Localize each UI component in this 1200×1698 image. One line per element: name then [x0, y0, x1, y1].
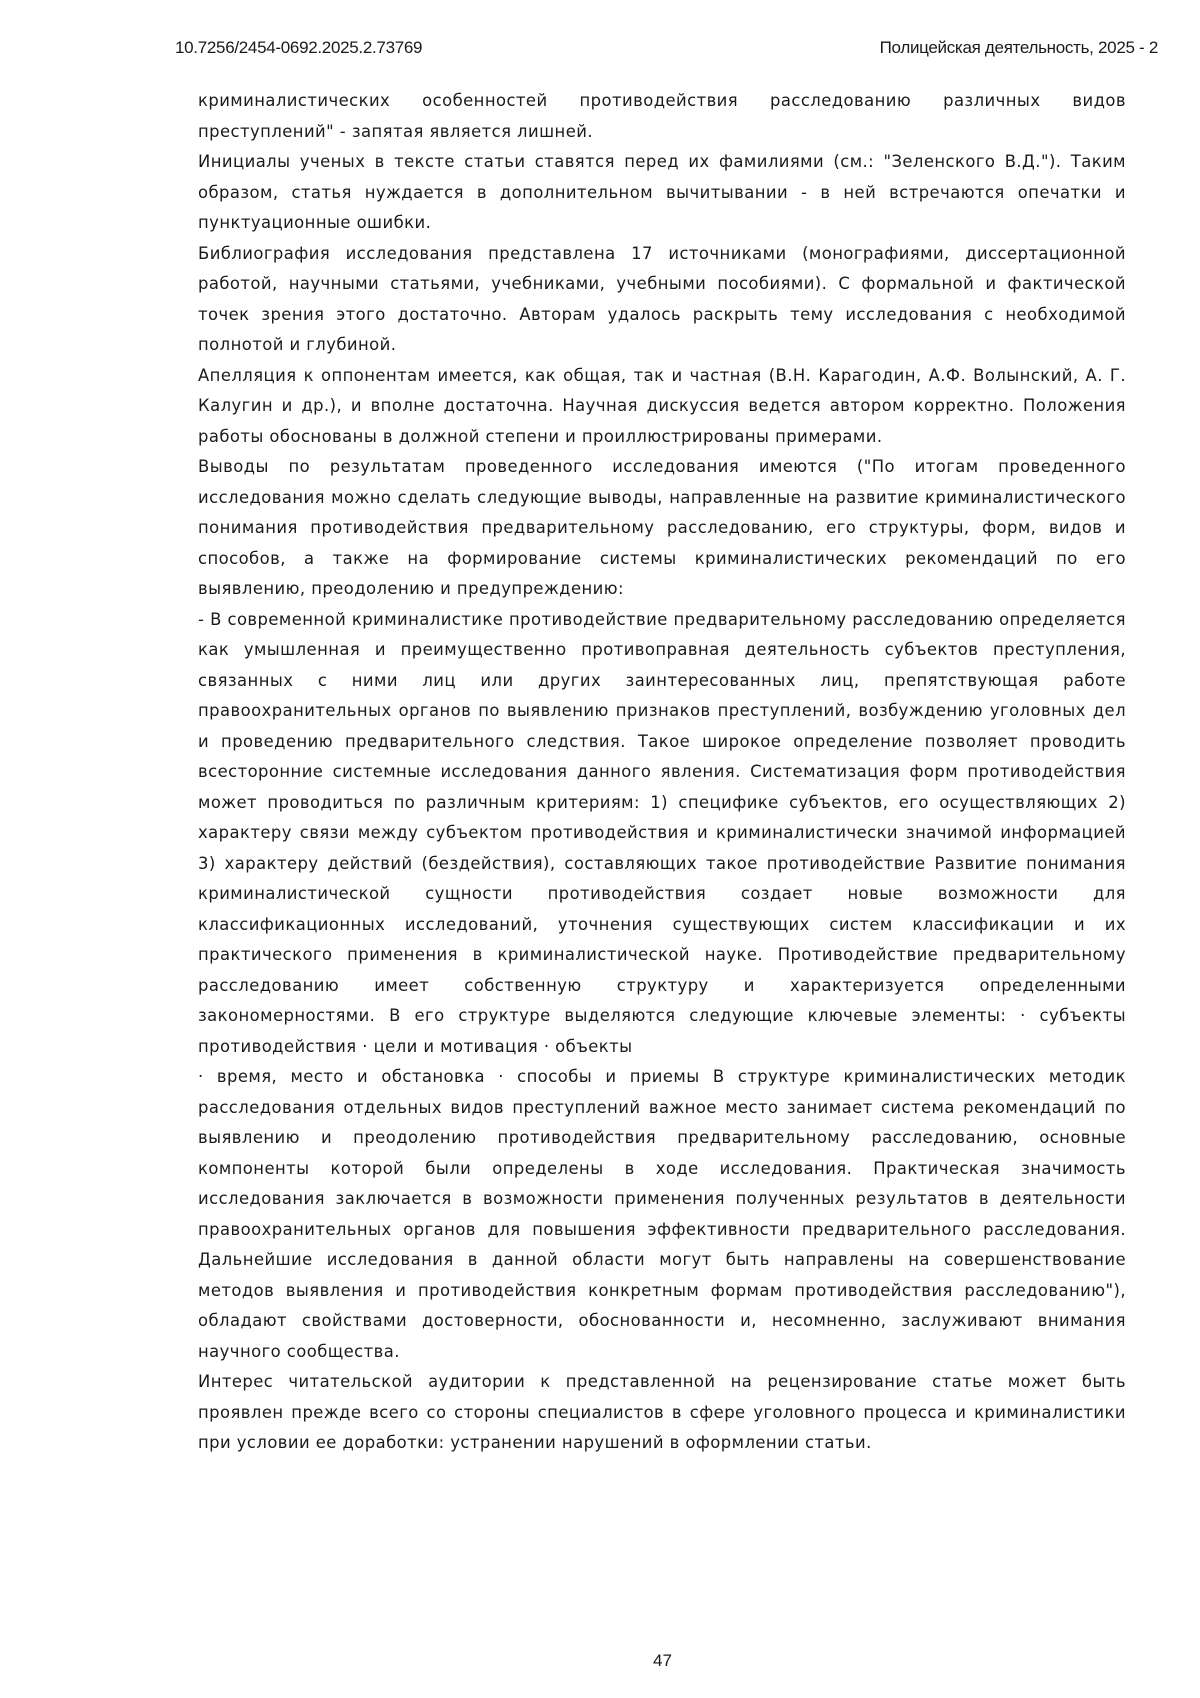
page-number: 47	[653, 1651, 672, 1670]
paragraph-punctuation-note: криминалистических особенностей противодействия расследованию различных видов преступлений" - запятая является лишней.	[198, 91, 1126, 141]
paragraph-conclusions-quote: - В современной криминалистике противодействие предварительному расследованию определяется как умышленная и преимущественно противоправная деятельность субъектов преступления, связанных с ними лиц или других заинтересованных лиц, препятствующая работе правоохранительных органов по выявлению признаков преступлений, возбуждению уголовных дел и проведению предварительного следствия. Такое широкое определение позволяет проводить всесторонние системные исследования данного явления. Систематизация форм противодействия может проводиться по различным критериям: 1) специфике субъектов, его осуществляющих 2) характеру связи между субъектом противодействия и криминалистически значимой информацией 3) характеру действий (бездействия), составляющих такое противодействие Развитие понимания криминалистической сущности противодействия создает новые возможности для классификационных исследований, уточнения существующих систем классификации и их практического применения в криминалистической науке. Противодействие предварительному расследованию имеет собственную структуру и характеризуется определенными закономерностями. В его структуре выделяются следующие ключевые элементы: · субъекты противодействия · цели и мотивация · объекты	[198, 609, 1126, 1056]
journal-issue: Полицейская деятельность, 2025 - 2	[879, 38, 1158, 57]
paragraph-readership: Интерес читательской аудитории к представленной на рецензирование статье может быть проявлен прежде всего со стороны специалистов в сфере уголовного процесса и криминалистики при условии ее доработки: устранении нарушений в оформлении статьи.	[198, 1372, 1126, 1452]
paragraph-conclusions-intro: Выводы по результатам проведенного исследования имеются ("По итогам проведенного исследования можно сделать следующие выводы, направленные на развитие криминалистического понимания противодействия предварительному расследованию, его структуры, форм, видов и способов, а также на формирование системы криминалистических рекомендаций по его выявлению, преодолению и предупреждению:	[198, 457, 1126, 598]
article-body	[198, 86, 1126, 1459]
article-doi: 10.7256/2454-0692.2025.2.73769	[175, 38, 423, 57]
paragraph-conclusions-quote-cont: · время, место и обстановка · способы и приемы В структуре криминалистических методик расследования отдельных видов преступлений важное место занимает система рекомендаций по выявлению и преодолению противодействия предварительному расследованию, основные компоненты которой были определены в ходе исследования. Практическая значимость исследования заключается в возможности применения полученных результатов в деятельности правоохранительных органов для повышения эффективности предварительного расследования. Дальнейшие исследования в данной области могут быть направлены на совершенствование методов выявления и противодействия конкретным формам противодействия расследованию"), обладают свойствами достоверности, обоснованности и, несомненно, заслуживают внимания научного сообщества.	[198, 1067, 1126, 1361]
paragraph-opponents: Апелляция к оппонентам имеется, как общая, так и частная (В.Н. Карагодин, А.Ф. Волынский, А. Г. Калугин и др.), и вполне достаточна. Научная дискуссия ведется автором корректно. Положения работы обоснованы в должной степени и проиллюстрированы примерами.	[198, 365, 1126, 446]
paragraph-initials-note: Инициалы ученых в тексте статьи ставятся перед их фамилиями (см.: "Зеленского В.Д."). Таким образом, статья нуждается в дополнительном вычитывании - в ней встречаются опечатки и пунктуационные ошибки.	[198, 152, 1126, 232]
paragraph-bibliography: Библиография исследования представлена 17 источниками (монографиями, диссертационной работой, научными статьями, учебниками, учебными пособиями). С формальной и фактической точек зрения этого достаточно. Авторам удалось раскрыть тему исследования с необходимой полнотой и глубиной.	[198, 243, 1126, 354]
